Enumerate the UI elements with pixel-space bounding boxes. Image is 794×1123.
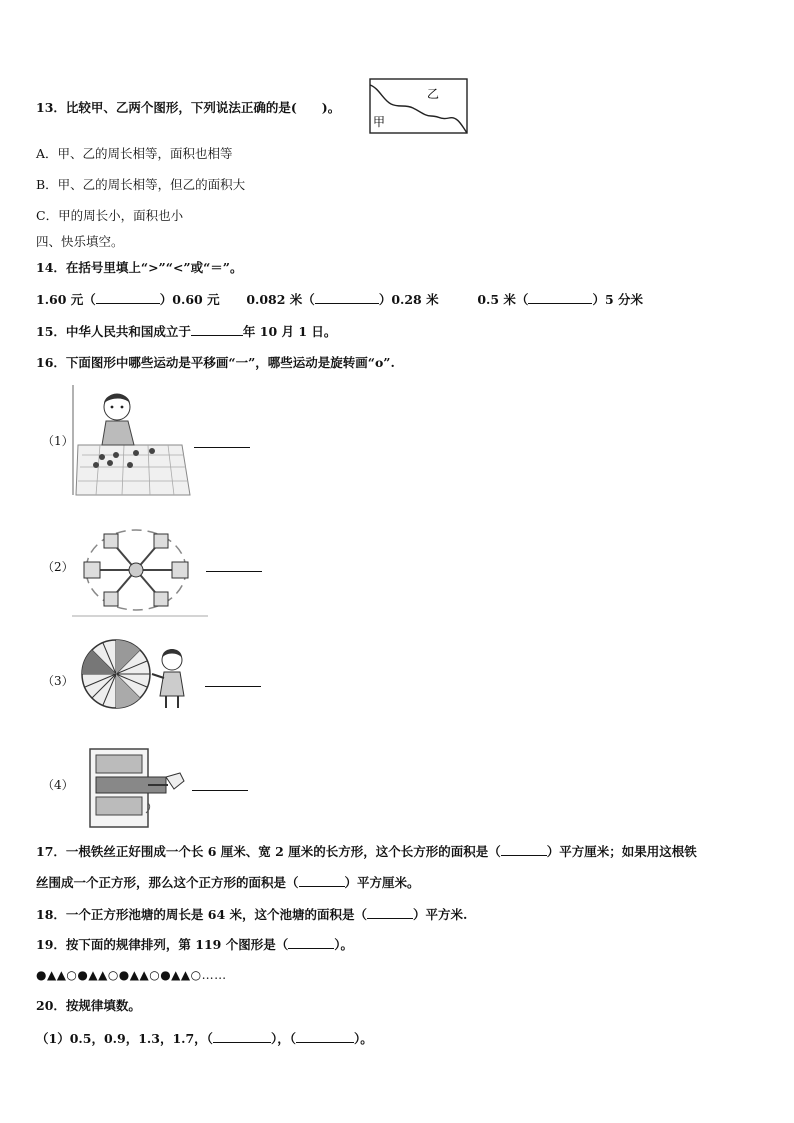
q19-post: ）。 [334,937,353,952]
q13-option-a: A．甲、乙的周长相等，面积也相等 [36,146,233,161]
q15-text-post: 年 10 月 1 日。 [242,324,337,339]
q17-blank-1[interactable] [501,843,547,856]
q13-label-yi: 乙 [427,87,440,101]
q17-line2-post: ）平方厘米。 [344,875,420,890]
q20-sub1 [36,1030,373,1047]
q18-post: ）平方米. [413,907,468,922]
q13-figure [369,78,469,135]
section-heading: 四、快乐填空。 [36,234,124,249]
q17-line2 [36,874,420,891]
q18-pre: 18．一个正方形池塘的周长是 64 米，这个池塘的面积是（ [36,907,367,922]
q20-stem: 20．按规律填数。 [36,998,141,1013]
q16-answer-1[interactable] [194,447,250,448]
q16-image-4-drawers [88,747,188,829]
q14-item2-left: 0.082 米（ [246,292,315,307]
q20-blank-2[interactable] [296,1030,354,1043]
q18-blank[interactable] [367,906,413,919]
q20-sub-pre: （1）0.5，0.9，1.3，1.7，（ [36,1031,213,1046]
q16-answer-4[interactable] [192,790,248,791]
q14-item3-blank[interactable] [528,291,592,304]
q16-image-2-ride [72,520,208,618]
q14-item1-right: ）0.60 元 [159,292,220,307]
q19-pattern: ●▲▲○●▲▲○●▲▲○●▲▲○…… [36,968,227,982]
q16-label-2: （2） [42,560,74,574]
q17-line2-pre: 丝围成一个正方形，那么这个正方形的面积是（ [36,875,299,890]
q20-sub-post: ）。 [353,1031,373,1046]
q13-option-b: B．甲、乙的周长相等，但乙的面积大 [36,177,246,192]
q19 [36,936,353,953]
q16-label-3: （3） [42,674,74,688]
q17-line1 [36,843,697,860]
q13-label-jia: 甲 [373,115,386,129]
q19-blank[interactable] [288,936,334,949]
q15 [36,323,336,340]
q13-option-c: C．甲的周长小，面积也小 [36,208,184,223]
q14-item3-left: 0.5 米（ [477,292,529,307]
q15-text-pre: 15．中华人民共和国成立于 [36,324,191,339]
q15-blank[interactable] [191,323,243,336]
q16-answer-3[interactable] [205,686,261,687]
q14-stem: 14．在括号里填上“>”“<”或“＝”。 [36,260,243,275]
q14-item2-right: ）0.28 米 [378,292,439,307]
q14-item3-right: ）5 分米 [592,292,643,307]
q13-stem: 13．比较甲、乙两个图形，下列说法正确的是( )。 [36,100,341,115]
q17-line1-post: ）平方厘米；如果用这根铁 [546,844,697,859]
q16-image-3-wheel [80,638,196,710]
q14-items [36,291,643,308]
q16-stem: 16．下面图形中哪些运动是平移画“一”，哪些运动是旋转画“o”. [36,355,395,370]
q16-image-1-chess [72,385,192,497]
q16-label-4: （4） [42,778,74,792]
q16-answer-2[interactable] [206,571,262,572]
q20-blank-1[interactable] [213,1030,271,1043]
q14-item1-blank[interactable] [96,291,160,304]
q16-label-1: （1） [42,434,74,448]
q14-item1-left: 1.60 元（ [36,292,96,307]
q18 [36,906,467,923]
q19-pre: 19．按下面的规律排列，第 119 个图形是（ [36,937,289,952]
q17-blank-2[interactable] [299,874,345,887]
q20-sub-mid: ），（ [270,1031,296,1046]
q14-item2-blank[interactable] [315,291,379,304]
q17-line1-pre: 17．一根铁丝正好围成一个长 6 厘米、宽 2 厘米的长方形，这个长方形的面积是（ [36,844,501,859]
